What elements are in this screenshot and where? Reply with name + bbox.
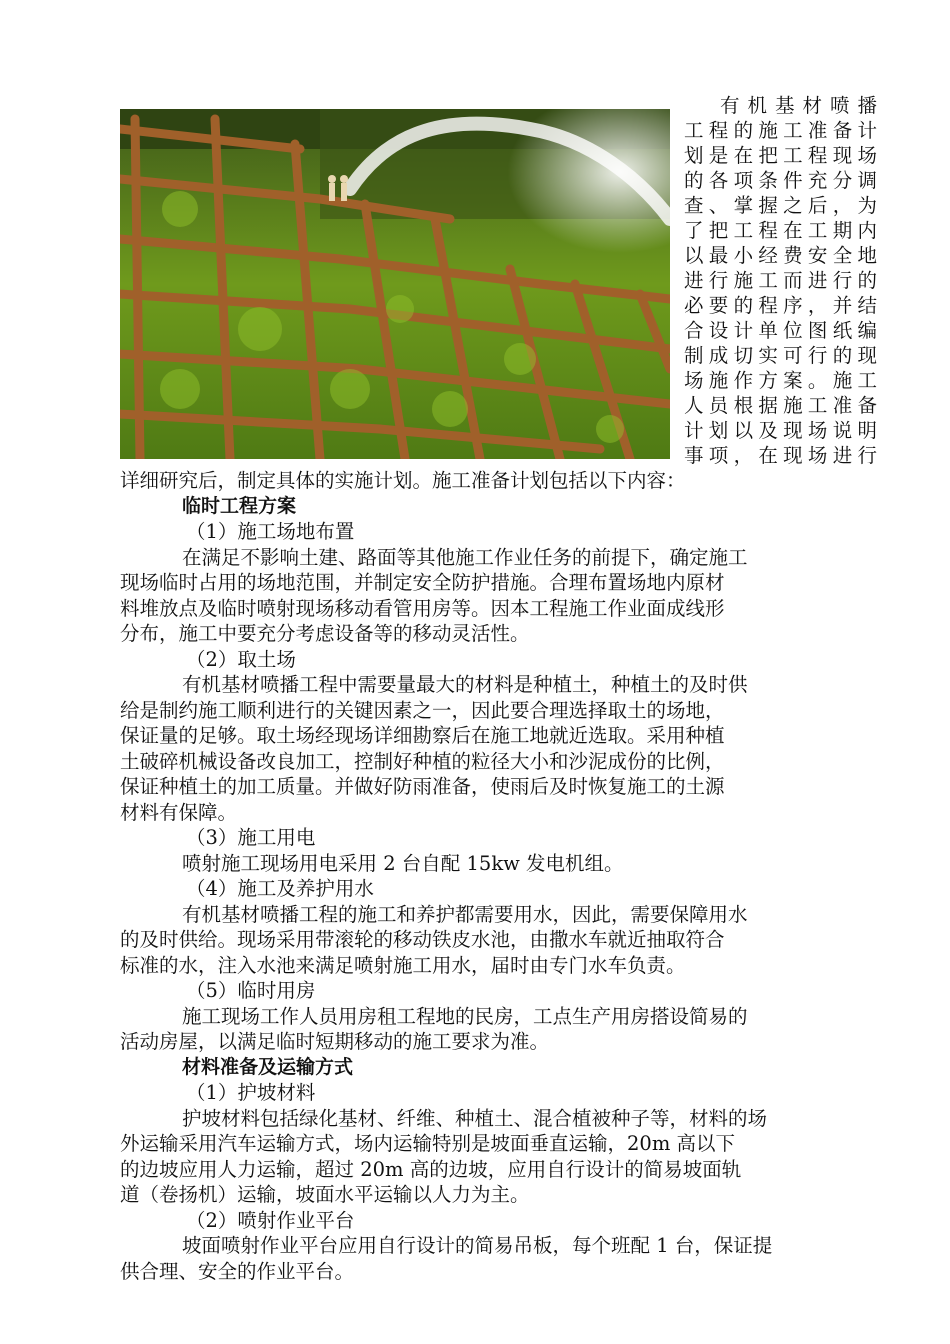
intro-line: 合设计单位图纸编	[684, 319, 878, 342]
paragraph-line: 护坡材料包括绿化基材、纤维、种植土、混合植被种子等，材料的场	[182, 1106, 768, 1130]
paragraph-line: 现场临时占用的场地范围，并制定安全防护措施。合理布置场地内原材	[120, 571, 725, 594]
intro-line: 有机基材喷播	[720, 94, 878, 117]
intro-line: 事项，在现场进行	[684, 444, 878, 467]
intro-line: 场施作方案。施工	[684, 369, 878, 392]
paragraph-line: 的及时供给。现场采用带滚轮的移动铁皮水池，由撒水车就近抽取符合	[120, 928, 725, 951]
paragraph-line: 外运输采用汽车运输方式，场内运输特别是坡面垂直运输，20m 高以下	[120, 1132, 736, 1155]
intro-line: 制成切实可行的现	[684, 344, 878, 367]
paragraph-line: 分布，施工中要充分考虑设备等的移动灵活性。	[120, 622, 530, 645]
paragraph-line: 在满足不影响土建、路面等其他施工作业任务的前提下，确定施工	[182, 545, 748, 569]
intro-line: 工程的施工准备计	[684, 119, 878, 142]
paragraph-line: 有机基材喷播工程的施工和养护都需要用水，因此，需要保障用水	[182, 902, 748, 926]
paragraph-line: 喷射施工现场用电采用 2 台自配 15kw 发电机组。	[182, 851, 624, 875]
paragraph-line: 有机基材喷播工程中需要量最大的材料是种植土，种植土的及时供	[182, 673, 748, 696]
paragraph-line: 标准的水，注入水池来满足喷射施工用水，届时由专门水车负责。	[120, 953, 686, 977]
paragraph-line: 保证种植土的加工质量。并做好防雨准备，使雨后及时恢复施工的土源	[120, 775, 725, 798]
subsection-label: （1）施工场地布置	[186, 520, 355, 543]
section-heading: 临时工程方案	[182, 494, 297, 517]
paragraph-line: 保证量的足够。取土场经现场详细勘察后在施工地就近选取。采用种植	[120, 724, 725, 747]
intro-line: 必要的程序，并结	[684, 294, 878, 317]
paragraph-line: 的边坡应用人力运输，超过 20m 高的边坡，应用自行设计的简易坡面轨	[120, 1157, 742, 1181]
intro-tail: 详细研究后，制定具体的实施计划。施工准备计划包括以下内容：	[120, 469, 686, 492]
subsection-label: （2）喷射作业平台	[186, 1208, 355, 1232]
intro-line: 以最小经费安全地	[684, 244, 878, 267]
slope-spraying-photo	[120, 109, 670, 459]
paragraph-line: 给是制约施工顺利进行的关键因素之一，因此要合理选择取土的场地，	[120, 698, 725, 722]
paragraph-line: 活动房屋，以满足临时短期移动的施工要求为准。	[120, 1030, 550, 1053]
intro-line: 的各项条件充分调	[684, 169, 878, 192]
paragraph-line: 施工现场工作人员用房租工程地的民房，工点生产用房搭设简易的	[182, 1004, 748, 1028]
intro-line: 查、掌握之后，为	[684, 194, 878, 217]
paragraph-line: 土破碎机械设备改良加工，控制好种植的粒径大小和沙泥成份的比例，	[120, 749, 725, 773]
section-heading: 材料准备及运输方式	[182, 1055, 354, 1078]
subsection-label: （5）临时用房	[186, 979, 316, 1002]
paragraph-line: 道（卷扬机）运输，坡面水平运输以人力为主。	[120, 1183, 530, 1206]
intro-line: 划是在把工程现场	[684, 144, 878, 167]
intro-line: 人员根据施工准备	[684, 394, 878, 417]
intro-line: 进行施工而进行的	[684, 269, 878, 292]
subsection-label: （1）护坡材料	[186, 1081, 316, 1104]
paragraph-line: 供合理、安全的作业平台。	[120, 1259, 355, 1283]
intro-line: 计划以及现场说明	[684, 419, 878, 442]
paragraph-line: 坡面喷射作业平台应用自行设计的简易吊板，每个班配 1 台，保证提	[182, 1234, 773, 1257]
subsection-label: （3）施工用电	[186, 826, 316, 849]
paragraph-line: 材料有保障。	[120, 800, 238, 824]
subsection-label: （2）取土场	[186, 647, 296, 671]
wrapped-intro-text	[684, 93, 878, 468]
document-body	[120, 468, 878, 1284]
subsection-label: （4）施工及养护用水	[186, 877, 374, 900]
paragraph-line: 料堆放点及临时喷射现场移动看管用房等。因本工程施工作业面成线形	[120, 596, 725, 620]
intro-line: 了把工程在工期内	[684, 219, 878, 242]
